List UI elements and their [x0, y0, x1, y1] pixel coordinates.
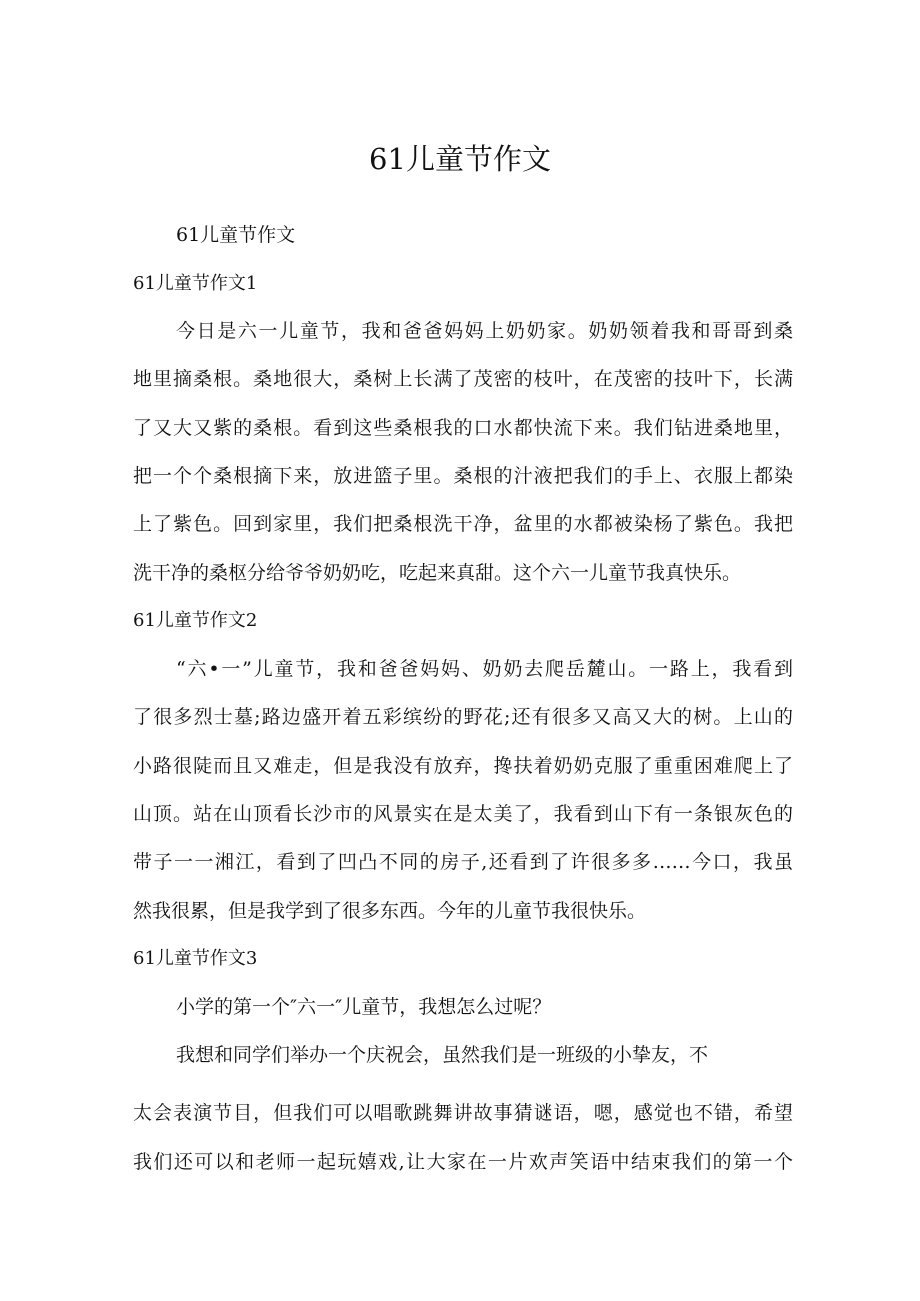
paragraph-line: 了很多烈士墓;路边盛开着五彩缤纷的野花;还有很多又高又大的树。上山的: [133, 706, 793, 728]
document-subtitle: 61儿童节作文: [176, 224, 296, 246]
paragraph-line: “六•一”儿童节，我和爸爸妈妈、奶奶去爬岳麓山。一路上，我看到: [176, 658, 793, 680]
paragraph-line: 带子一一湘江，看到了凹凸不同的房子,还看到了许很多多……今口，我虽: [133, 851, 793, 873]
paragraph-line: 上了紫色。回到家里，我们把桑根洗干净，盆里的水都被染杨了紫色。我把: [133, 513, 793, 535]
section-heading-1: 61儿童节作文1: [133, 273, 258, 294]
paragraph-line: 地里摘桑根。桑地很大，桑树上长满了茂密的枝叶，在茂密的技叶下，长满: [133, 368, 793, 390]
paragraph-line: 今日是六一儿童节，我和爸爸妈妈上奶奶家。奶奶领着我和哥哥到桑: [176, 320, 793, 342]
paragraph-line: 洗干净的桑枢分给爷爷奶奶吃，吃起来真甜。这个六一儿童节我真快乐。: [133, 562, 742, 584]
paragraph-line: 然我很累，但是我学到了很多东西。今年的儿童节我很快乐。: [133, 900, 647, 922]
paragraph-line: 我们还可以和老师一起玩嬉戏,让大家在一片欢声笑语中结束我们的第一个: [133, 1151, 793, 1173]
paragraph-line: 了又大又紫的桑根。看到这些桑根我的口水都快流下来。我们钻进桑地里，: [133, 417, 793, 439]
paragraph-line: 山顶。站在山顶看长沙市的风景实在是太美了，我看到山下有一条银灰色的: [133, 803, 793, 825]
section-heading-3: 61儿童节作文3: [133, 948, 258, 969]
document-title: [0, 139, 920, 179]
paragraph-line: 小路很陡而且又难走，但是我没有放弃，搀扶着奶奶克服了重重困难爬上了: [133, 755, 793, 777]
paragraph-line: 太会表演节目，但我们可以唱歌跳舞讲故事猜谜语，嗯，感觉也不错，希望: [133, 1102, 793, 1124]
paragraph-line: 我想和同学们举办一个庆祝会，虽然我们是一班级的小挚友，不: [176, 1044, 709, 1066]
section-heading-2: 61儿童节作文2: [133, 610, 258, 631]
paragraph-line: 把一个个桑根摘下来，放进篮子里。桑根的汁液把我们的手上、衣服上都染: [133, 465, 793, 487]
paragraph-line: 小学的第一个″六一″儿童节，我想怎么过呢？: [176, 996, 552, 1018]
document-title-text: 61儿童节作文: [369, 142, 551, 176]
